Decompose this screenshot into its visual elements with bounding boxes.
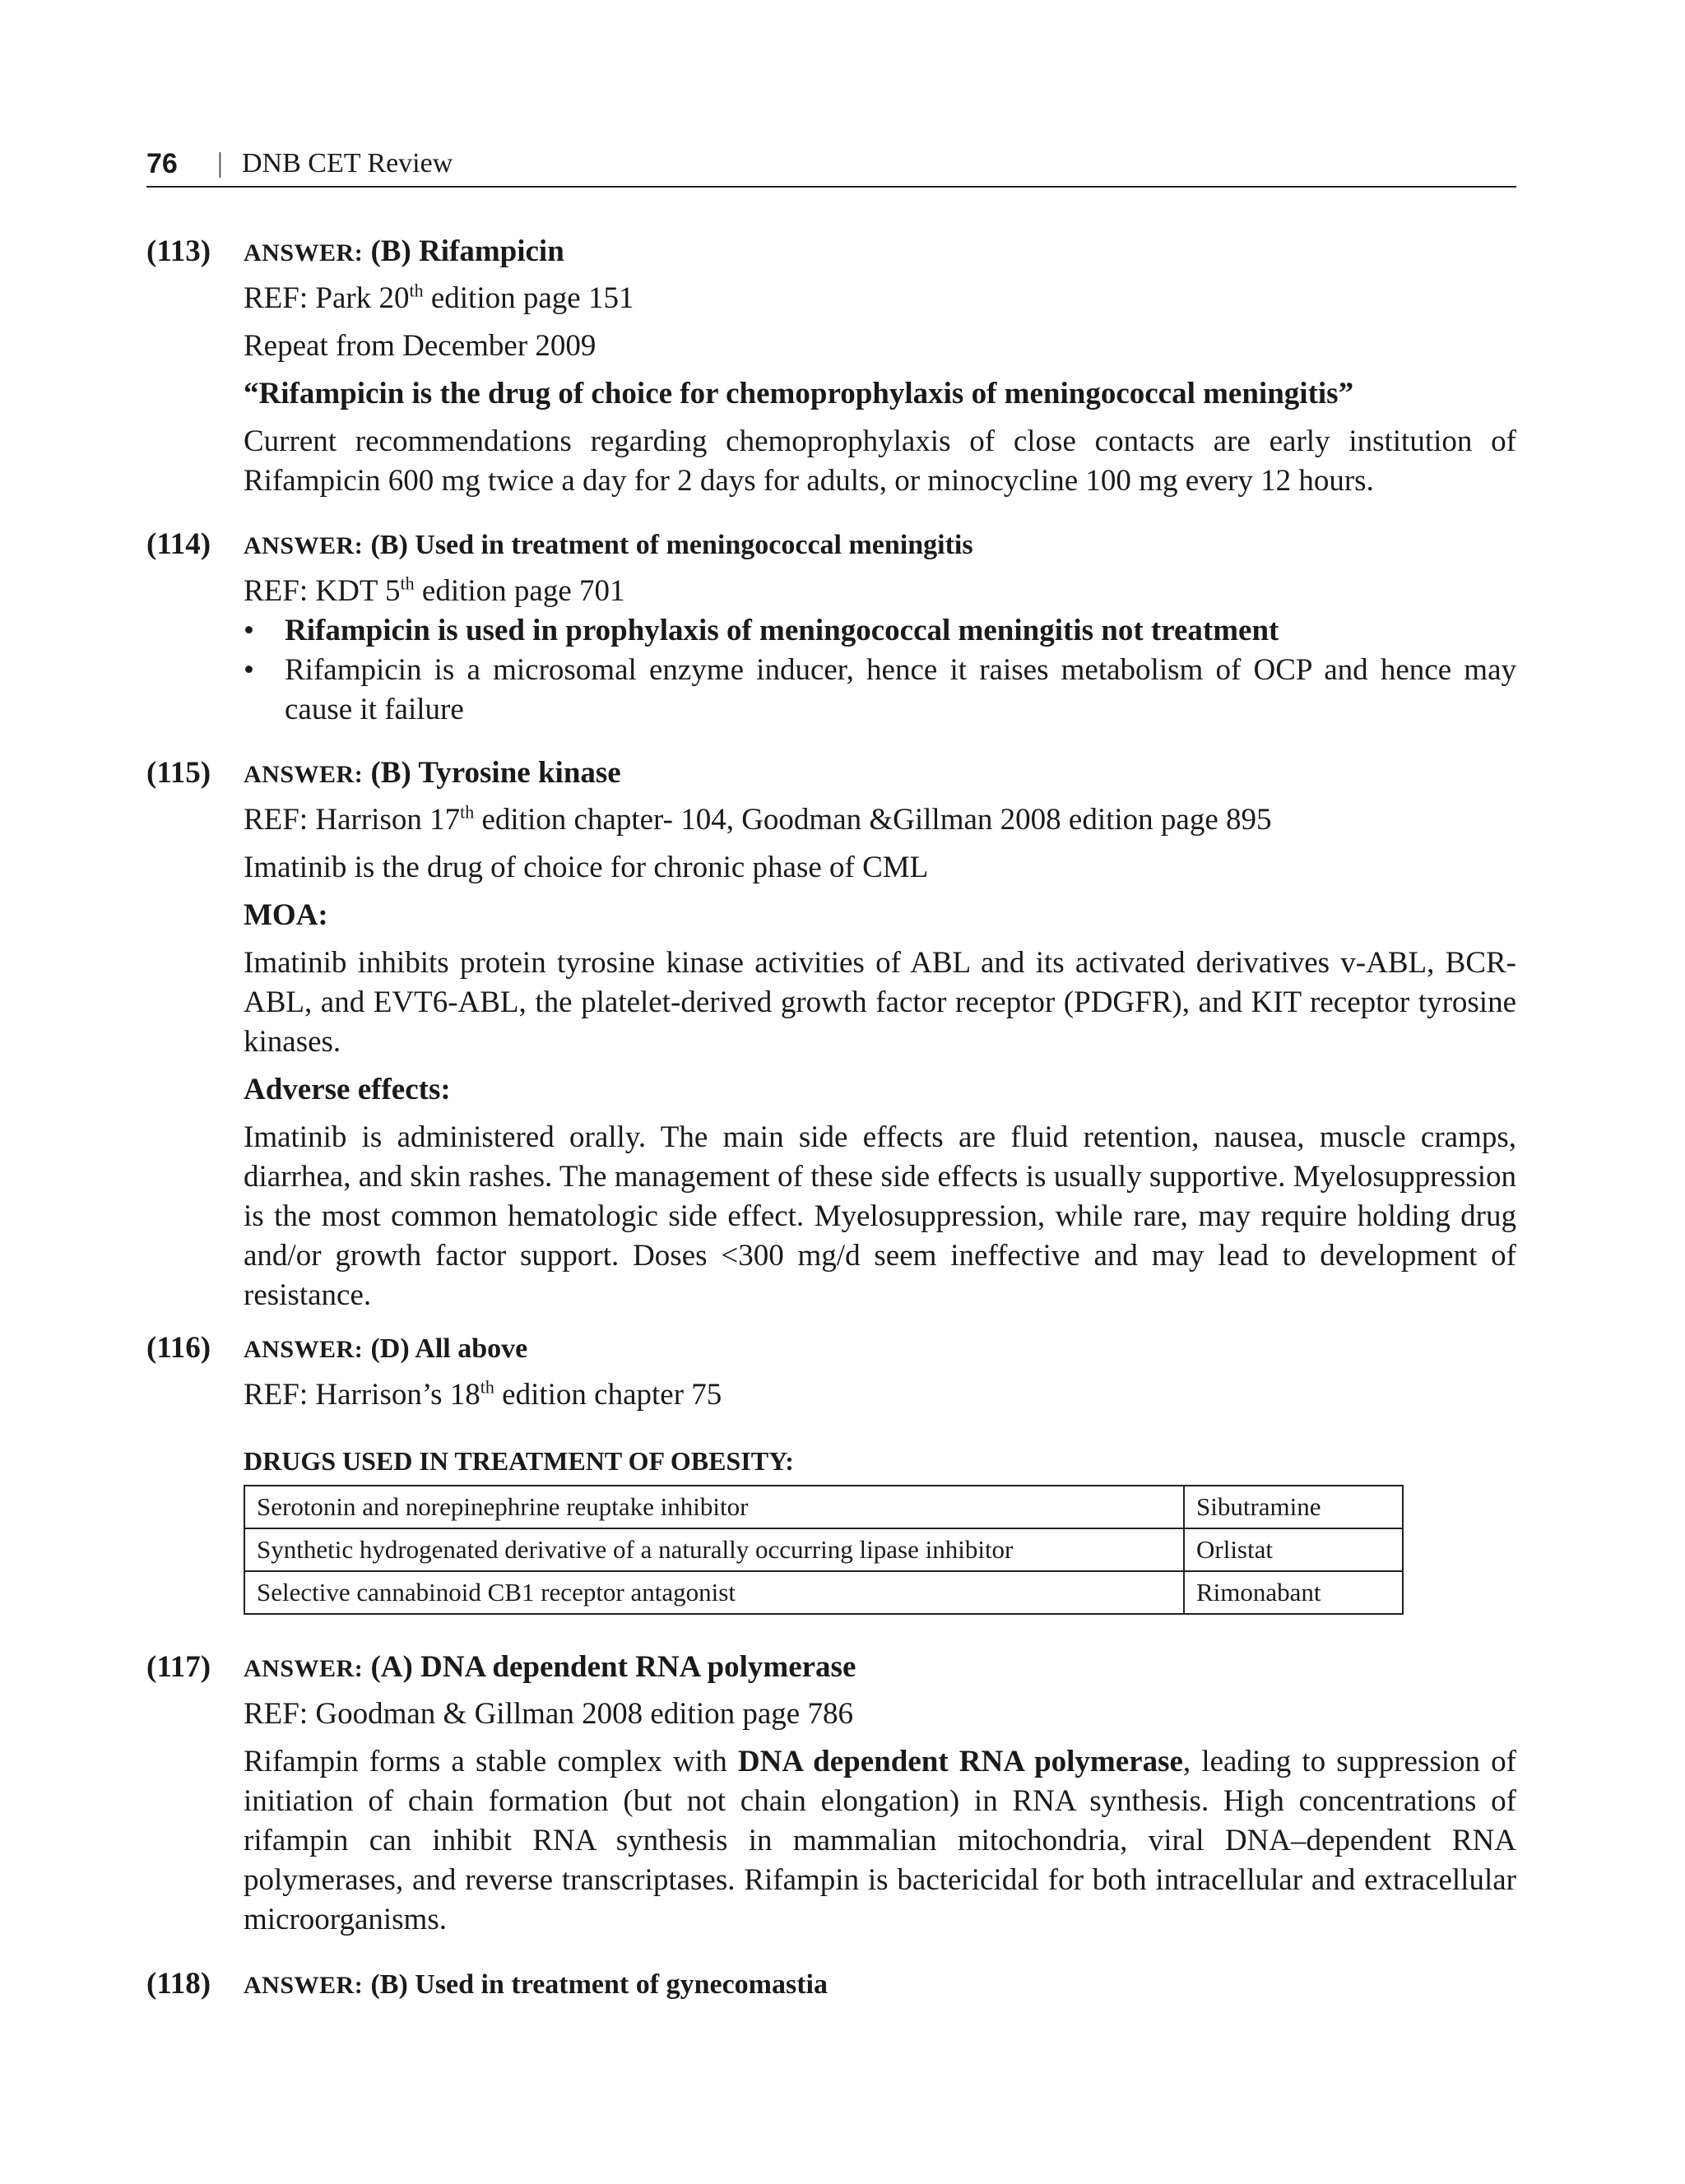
list-item: • Rifampicin is a microsomal enzyme inducer, hence it raises metabolism of OCP and hence may cause it failure [244, 653, 1516, 726]
answer-label: ANSWER: [244, 532, 364, 559]
bullet-list [244, 611, 1516, 730]
question-number: (115) [146, 756, 211, 790]
answer-text: (D) All above [370, 1333, 528, 1364]
table-cell: Orlistat [1184, 1528, 1403, 1571]
table-title: DRUGS USED IN TREATMENT OF OBESITY: [244, 1446, 794, 1476]
answer-heading [244, 525, 973, 566]
obesity-drugs-table [244, 1485, 1404, 1615]
answer-text: (B) Used in treatment of meningococcal meningitis [370, 530, 973, 560]
reference: REF: Park 20th edition page 151 [244, 280, 634, 315]
answer-text: (B) Rifampicin [370, 234, 564, 268]
header-separator: | [217, 148, 223, 179]
answer-label: ANSWER: [244, 1972, 364, 1999]
summary-line: Imatinib is the drug of choice for chronic phase of CML [244, 851, 929, 884]
answer-label: ANSWER: [244, 1655, 364, 1682]
moa-paragraph: Imatinib inhibits protein tyrosine kinase activities of ABL and its activated derivatives v-ABL, BCR-ABL, and EVT6-ABL, the platelet-derived growth factor receptor (PDGFR), and KIT receptor tyrosine kinases. [244, 946, 1516, 1059]
answer-label: ANSWER: [244, 761, 364, 788]
table-cell: Rimonabant [1184, 1571, 1403, 1614]
answer-text: (A) DNA dependent RNA polymerase [370, 1650, 856, 1684]
paragraph: Rifampin forms a stable complex with DNA dependent RNA polymerase, leading to suppression of initiation of chain formation (but not chain elongation) in RNA synthesis. High concentrations of rifampin can inhibit RNA synthesis in mammalian mitochondria, viral DNA–dependent RNA polymerases, and reverse transcriptases. Rifampin is bactericidal for both intracellular and extracellular microorganisms. [244, 1745, 1516, 1936]
page-header [146, 145, 1516, 188]
answer-text: (B) Used in treatment of gynecomastia [370, 1969, 828, 2000]
reference: REF: KDT 5th edition page 701 [244, 573, 625, 608]
key-quote: “Rifampicin is the drug of choice for chemoprophylaxis of meningococcal meningitis” [244, 377, 1354, 410]
table-row [244, 1528, 1403, 1571]
table-cell: Synthetic hydrogenated derivative of a naturally occurring lipase inhibitor [244, 1528, 1184, 1571]
answer-heading [244, 1328, 527, 1370]
answer-body [244, 1695, 1516, 1948]
answer-heading [244, 1648, 856, 1689]
paragraph: Current recommendations regarding chemoprophylaxis of close contacts are early institution of Rifampicin 600 mg twice a day for 2 days for adults, or minocycline 100 mg every 12 hours. [244, 424, 1516, 498]
answer-text: (B) Tyrosine kinase [370, 756, 621, 790]
answer-body [244, 279, 1516, 509]
table-cell: Selective cannabinoid CB1 receptor antagonist [244, 1571, 1184, 1614]
question-number: (117) [146, 1650, 211, 1684]
answer-label: ANSWER: [244, 1336, 364, 1363]
question-number: (116) [146, 1331, 211, 1365]
question-number: (113) [146, 234, 211, 268]
adverse-paragraph: Imatinib is administered orally. The main side effects are fluid retention, nausea, muscle cramps, diarrhea, and skin rashes. The management of these side effects is usually supportive. Myelosuppression is the most common hematologic side effect. Myelosuppression, while rare, may require holding drug and/or growth factor support. Doses <300 mg/d seem ineffective and may lead to development of resistance. [244, 1120, 1516, 1312]
answer-heading [244, 232, 564, 273]
answer-body [244, 800, 1516, 1324]
reference: REF: Harrison’s 18th edition chapter 75 [244, 1376, 722, 1412]
moa-heading: MOA: [244, 898, 328, 932]
table-cell: Serotonin and norepinephrine reuptake inhibitor [244, 1486, 1184, 1528]
answer-body [244, 572, 1516, 730]
table-row [244, 1486, 1403, 1528]
answer-heading [244, 754, 621, 795]
page-number: 76 [146, 148, 178, 179]
reference: REF: Goodman & Gillman 2008 edition page 786 [244, 1697, 853, 1731]
answer-body [244, 1375, 1516, 1423]
list-item: • Rifampicin is used in prophylaxis of meningococcal meningitis not treatment [244, 614, 1279, 647]
question-number: (114) [146, 527, 211, 561]
answer-label: ANSWER: [244, 239, 364, 267]
answer-heading [244, 1964, 828, 2005]
running-title: DNB CET Review [242, 148, 453, 179]
table-cell: Sibutramine [1184, 1486, 1403, 1528]
adverse-heading: Adverse effects: [244, 1073, 451, 1106]
table-row [244, 1571, 1403, 1614]
repeat-note: Repeat from December 2009 [244, 329, 596, 363]
reference: REF: Harrison 17th edition chapter- 104, Goodman &Gillman 2008 edition page 895 [244, 801, 1272, 837]
question-number: (118) [146, 1967, 211, 2001]
